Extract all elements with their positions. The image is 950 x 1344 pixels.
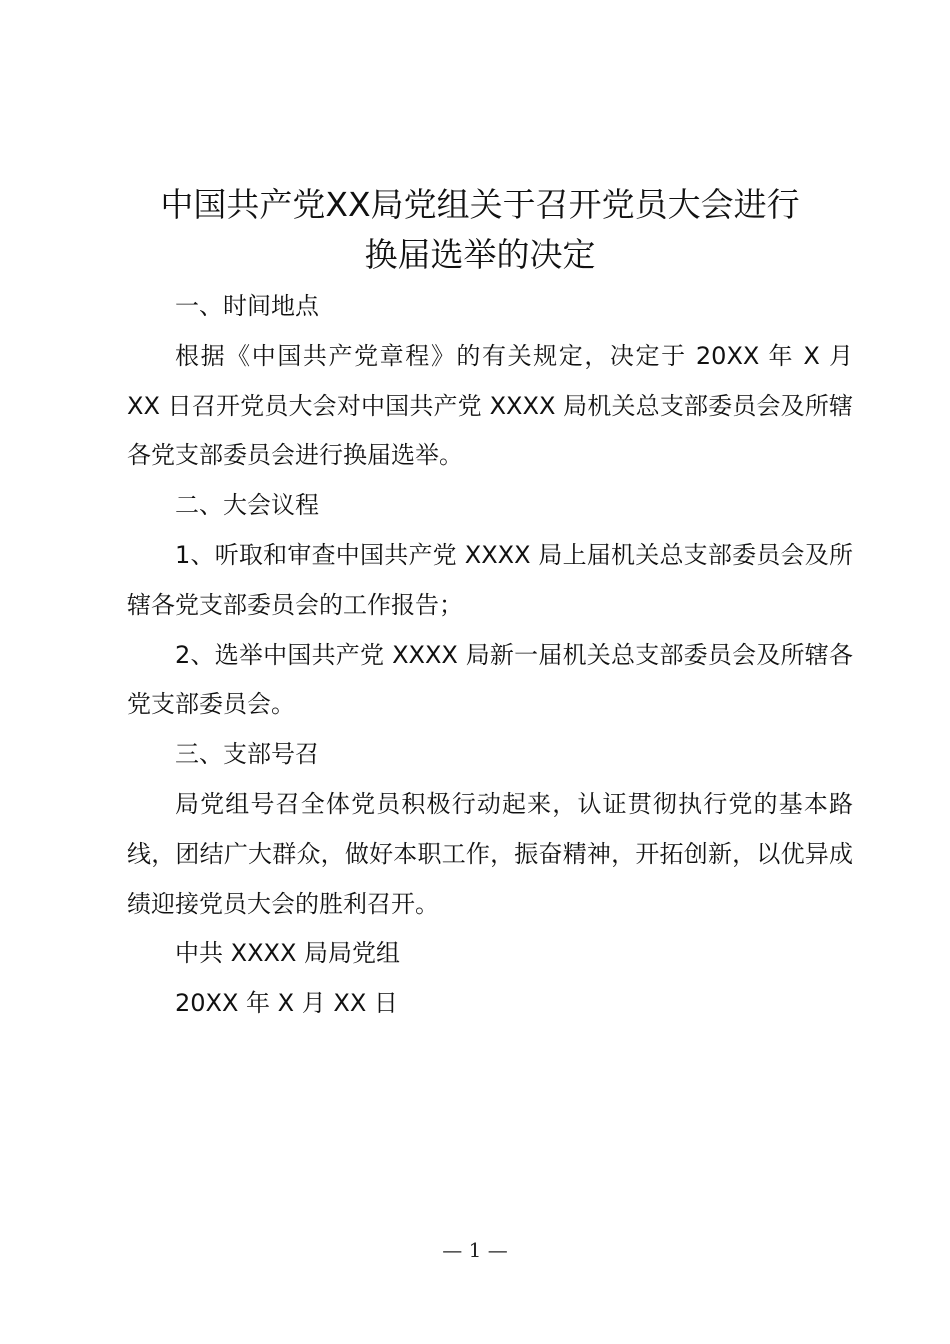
date: 20XX 年 X 月 XX 日 <box>175 989 398 1018</box>
page-number: — 1 — <box>442 1238 508 1262</box>
paragraph-time-place: 根据《中国共产党章程》的有关规定，决定于 20XX 年 X 月 XX 日召开党员大会对中国共产党 XXXX 局机关总支部委员会及所辖各党支部委员会进行换届选举。 <box>127 341 853 470</box>
signature: 中共 XXXX 局局党组 <box>175 939 401 968</box>
agenda-item-2: 2、选举中国共产党 XXXX 局新一届机关总支部委员会及所辖各党支部委员会。 <box>127 640 853 719</box>
title-line-1: 中国共产党XX局党组关于召开党员大会进行 <box>160 185 800 224</box>
document-body <box>127 282 853 1029</box>
document-title <box>110 180 850 280</box>
section-heading-time-place: 一、时间地点 <box>175 292 319 320</box>
agenda-item-1: 1、听取和审查中国共产党 XXXX 局上届机关总支部委员会及所辖各党支部委员会的工作报告； <box>127 540 853 619</box>
section-heading-agenda: 二、大会议程 <box>175 491 319 520</box>
title-line-2: 换届选举的决定 <box>364 235 596 274</box>
paragraph-call: 局党组号召全体党员积极行动起来，认证贯彻执行党的基本路线，团结广大群众，做好本职工作，振奋精神，开拓创新，以优异成绩迎接党员大会的胜利召开。 <box>127 789 853 918</box>
section-heading-call: 三、支部号召 <box>175 740 319 769</box>
